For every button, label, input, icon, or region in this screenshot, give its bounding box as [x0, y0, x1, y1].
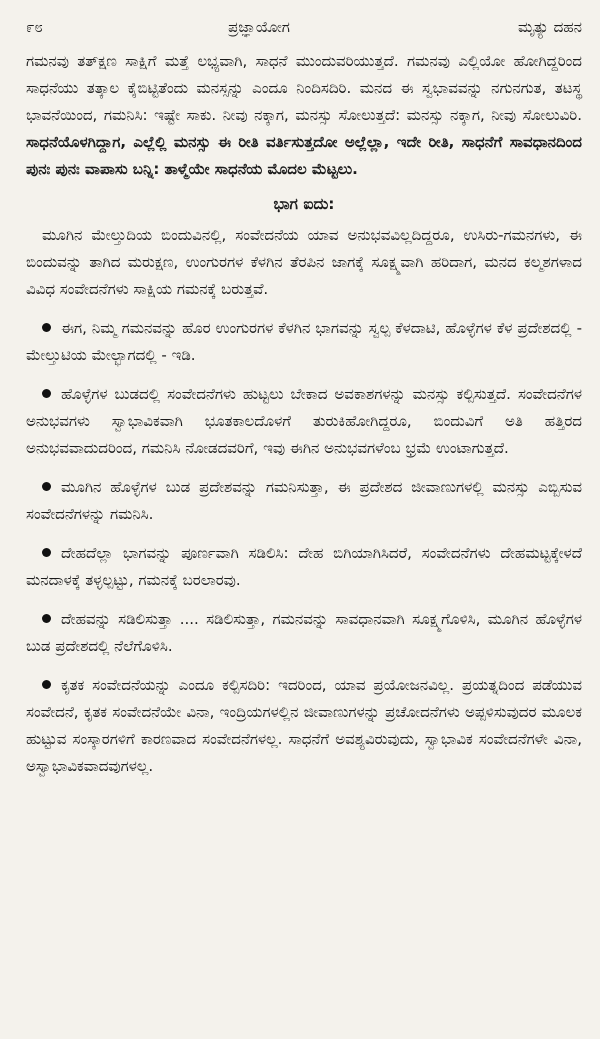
bullet-item [26, 474, 582, 528]
bullet-text: ಹೊಳ್ಳೆಗಳ ಬುಡದಲ್ಲಿ ಸಂವೇದನೆಗಳು ಹುಟ್ಟಲು ಬೇಕಾದ ಅವಕಾಶಗಳನ್ನು ಮನಸ್ಸು ಕಲ್ಪಿಸುತ್ತದೆ. ಸಂವೇದನೆಗಳ ಅನುಭವಗಳು ಸ್ವಾಭಾವಿಕವಾಗಿ ಭೂತಕಾಲದೊಳಗೆ ತುರುಕಿಹೋಗಿದ್ದರೂ, ಬಿಂದುವಿಗೆ ಅತಿ ಹತ್ತಿರದ ಅನುಭವವಾದುದರಿಂದ, ಗಮನಿಸಿ ನೋಡದವರಿಗೆ, ಇವು ಈಗಿನ ಅನುಭವಗಳೆಂಬ ಭ್ರಮೆ ಉಂಟಾಗುತ್ತದೆ. [26, 385, 582, 457]
bullet-item [26, 672, 582, 780]
book-title: ಪ್ರಜ್ಞಾಯೋಗ [228, 18, 290, 36]
bullet-text: ಮೂಗಿನ ಹೊಳ್ಳೆಗಳ ಬುಡ ಪ್ರದೇಶವನ್ನು ಗಮನಿಸುತ್ತಾ, ಈ ಪ್ರದೇಶದ ಜೀವಾಣುಗಳಲ್ಲಿ ಮನಸ್ಸು ಎಬ್ಬಿಸುವ ಸಂವೇದನೆಗಳನ್ನು ಗಮನಿಸಿ. [26, 478, 582, 523]
bullet-icon [42, 548, 51, 557]
bullet-icon [42, 389, 51, 398]
bullet-text: ಕೃತಕ ಸಂವೇದನೆಯನ್ನು ಎಂದೂ ಕಲ್ಪಿಸದಿರಿ: ಇದರಿಂದ, ಯಾವ ಪ್ರಯೋಜನವಿಲ್ಲ. ಪ್ರಯತ್ನದಿಂದ ಪಡೆಯುವ ಸಂವೇದನೆ, ಕೃತಕ ಸಂವೇದನೆಯೇ ವಿನಾ, ಇಂದ್ರಿಯಗಳಲ್ಲಿನ ಜೀವಾಣುಗಳನ್ನು ಪ್ರಚೋದನೆಗಳು ಅಪ್ಪಳಿಸುವುದರ ಮೂಲಕ ಹುಟ್ಟುವ ಸಂಸ್ಕಾರಗಳಿಗೆ ಕಾರಣವಾದ ಸಂವೇದನೆಗಳಲ್ಲ. ಸಾಧನೆಗೆ ಅವಶ್ಯವಿರುವುದು, ಸ್ವಾಭಾವಿಕ ಸಂವೇದನೆಗಳೇ ವಿನಾ, ಅಸ್ವಾಭಾವಿಕವಾದವುಗಳಲ್ಲ. [26, 676, 582, 775]
section-intro-paragraph: ಮೂಗಿನ ಮೇಲ್ತುದಿಯ ಬಿಂದುವಿನಲ್ಲಿ, ಸಂವೇದನೆಯ ಯಾವ ಅನುಭವವಿಲ್ಲದಿದ್ದರೂ, ಉಸಿರು-ಗಮನಗಳು, ಈ ಬಿಂದುವನ್ನು ತಾಗಿದ ಮರುಕ್ಷಣ, ಉಂಗುರಗಳ ಕೆಳಗಿನ ತೆರಪಿನ ಜಾಗಕ್ಕೆ ಸೂಕ್ಷ್ಮವಾಗಿ ಹರಿದಾಗ, ಮನದ ಕಲ್ಮಶಗಳಾದ ವಿವಿಧ ಸಂವೇದನೆಗಳು ಸಾಕ್ಷಿಯ ಗಮನಕ್ಕೆ ಬರುತ್ತವೆ. [26, 226, 582, 298]
intro-paragraph [26, 48, 582, 183]
intro-bold-text: ಸಾಧನೆಯೊಳಗಿದ್ದಾಗ, ಎಲ್ಲೆಲ್ಲಿ ಮನಸ್ಸು ಈ ರೀತಿ ವರ್ತಿಸುತ್ತದೋ ಅಲ್ಲೆಲ್ಲಾ, ಇದೇ ರೀತಿ, ಸಾಧನೆಗೆ ಸಾವಧಾನದಿಂದ ಪುನಃ ಪುನಃ ವಾಪಾಸು ಬನ್ನಿ: ತಾಳ್ಮೆಯೇ ಸಾಧನೆಯ ಮೊದಲ ಮೆಟ್ಟಲು. [26, 133, 582, 178]
page-header [26, 18, 582, 36]
bullet-icon [42, 614, 51, 623]
bullet-item [26, 606, 582, 660]
bullet-icon [42, 482, 51, 491]
bullet-text: ಈಗ, ನಿಮ್ಮ ಗಮನವನ್ನು ಹೊರ ಉಂಗುರಗಳ ಕೆಳಗಿನ ಭಾಗವನ್ನು ಸ್ವಲ್ಪ ಕೆಳದಾಟಿ, ಹೊಳ್ಳೆಗಳ ಕೆಳ ಪ್ರದೇಶದಲ್ಲಿ - ಮೇಲ್ತುಟಿಯ ಮೇಲ್ಭಾಗದಲ್ಲಿ - ಇಡಿ. [26, 319, 582, 364]
bullet-item [26, 315, 582, 369]
page-number: ೯೮ [26, 18, 43, 36]
chapter-title: ಮೃತ್ಯು ದಹನ [517, 18, 582, 36]
bullet-icon [42, 323, 51, 332]
document-page [26, 18, 582, 792]
bullet-text: ದೇಹವನ್ನು ಸಡಿಲಿಸುತ್ತಾ .... ಸಡಿಲಿಸುತ್ತಾ, ಗಮನವನ್ನು ಸಾವಧಾನವಾಗಿ ಸೂಕ್ಷ್ಮಗೊಳಿಸಿ, ಮೂಗಿನ ಹೊಳ್ಳೆಗಳ ಬುಡ ಪ್ರದೇಶದಲ್ಲಿ ನೆಲೆಗೊಳಿಸಿ. [26, 610, 582, 655]
bullet-item [26, 540, 582, 594]
bullet-item [26, 381, 582, 462]
section-heading: ಭಾಗ ಐದು: [273, 195, 335, 213]
bullet-text: ದೇಹದೆಲ್ಲಾ ಭಾಗವನ್ನು ಪೂರ್ಣವಾಗಿ ಸಡಿಲಿಸಿ: ದೇಹ ಬಿಗಿಯಾಗಿಸಿದರೆ, ಸಂವೇದನೆಗಳು ದೇಹಮಟ್ಟಕ್ಕೇಳದೆ ಮನದಾಳಕ್ಕೆ ತಳ್ಳಲ್ಪಟ್ಟು, ಗಮನಕ್ಕೆ ಬರಲಾರವು. [26, 544, 582, 589]
bullet-icon [42, 680, 51, 689]
intro-text: ಗಮನವು ತತ್‌ಕ್ಷಣ ಸಾಕ್ಷಿಗೆ ಮತ್ತೆ ಲಭ್ಯವಾಗಿ, ಸಾಧನೆ ಮುಂದುವರಿಯುತ್ತದೆ. ಗಮನವು ಎಲ್ಲಿಯೋ ಹೋಗಿದ್ದರಿಂದ ಸಾಧನೆಯು ತತ್ಕಾಲ ಕೈಬಿಟ್ಟಿತೆಂದು ಮನಸ್ಸನ್ನು ಎಂದೂ ನಿಂದಿಸದಿರಿ. ಮನದ ಈ ಸ್ವಭಾವವನ್ನು ನಗುನಗುತ, ತಟಸ್ಥ ಭಾವನೆಯಿಂದ, ಗಮನಿಸಿ: ಇಷ್ಟೇ ಸಾಕು. ನೀವು ನಕ್ಕಾಗ, ಮನಸ್ಸು ಸೋಲುತ್ತದೆ: ಮನಸ್ಸು ನಕ್ಕಾಗ, ನೀವು ಸೋಲುವಿರಿ. [26, 52, 582, 124]
